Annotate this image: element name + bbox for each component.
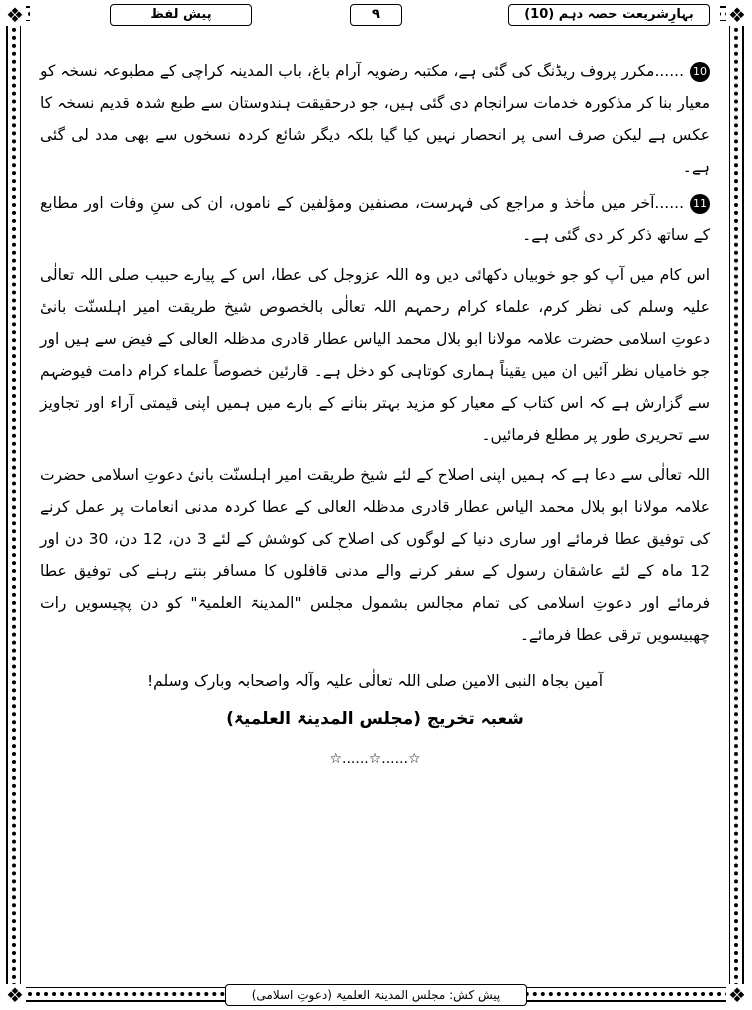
closing-dua: آمین بجاہ النبی الامین صلی اللہ تعالٰی علیہ وآلہ واصحابہ وبارک وسلم!: [146, 672, 604, 690]
body-paragraph: اس کام میں آپ کو جو خوبیاں دکھائی دیں وہ اللہ عزوجل کی عطا، اس کے پیارے حبیب صلی اللہ تعالٰی علیہ وسلم کی نظر کرم، علماء کرام رحمہم اللہ تعالٰی بالخصوص شیخ طریقت امیر اہلسنّت بانیٔ دعوتِ اسلامی حضرت علامہ مولانا ابو بلال محمد الیاس عطار قادری مدظلہ العالی کے فیض سے ہیں اور جو خامیاں نظر آئیں ان میں یقیناً ہماری کوتاہی کو دخل ہے۔ قارئین خصوصاً علماء کرام دامت فیوضہم سے گزارش ہے کہ اس کتاب کے معیار کو مزید بہتر بنانے کے بارے میں ہمیں اپنی قیمتی آراء اور تجاویز سے تحریری طور پر مطلع فرمائیں۔: [40, 266, 710, 444]
page-footer: پیش کش: مجلس المدینۃ العلمیۃ (دعوتِ اسلامی): [225, 984, 527, 1006]
signature: شعبہ تخریج (مجلس المدینۃ العلمیۃ): [226, 709, 524, 729]
numbered-item: [40, 187, 710, 251]
item-number: 11: [690, 194, 710, 214]
page-header: [30, 2, 720, 28]
page-number: ۹: [350, 4, 402, 26]
item-text: ......مکرر پروف ریڈنگ کی گئی ہے، مکتبہ رضویہ آرام باغ، باب المدینہ کراچی کے مطبوعہ نسخہ کو معیار بنا کر مذکورہ خدمات سرانجام دی گئی ہیں، جو درحقیقت ہندوستان سے طبع شدہ قدیم نسخہ کا عکس ہے لیکن صرف اسی پر انحصار نہیں کیا گیا بلکہ دیگر شائع کردہ نسخوں سے بھی مدد لی گئی ہے۔: [40, 62, 710, 176]
corner-ornament-icon: ❖: [726, 984, 748, 1006]
book-title: بہارِشریعت حصہ دہم (10): [508, 4, 710, 26]
numbered-item: [40, 55, 710, 183]
section-title: پیش لفظ: [110, 4, 252, 26]
corner-ornament-icon: ❖: [726, 4, 748, 26]
corner-ornament-icon: ❖: [4, 984, 26, 1006]
star-divider: ☆......☆......☆: [329, 751, 421, 767]
item-number: 10: [690, 62, 710, 82]
body-paragraph: اللہ تعالٰی سے دعا ہے کہ ہمیں اپنی اصلاح کے لئے شیخ طریقت امیر اہلسنّت بانیٔ دعوتِ اسلامی حضرت علامہ مولانا ابو بلال محمد الیاس عطار قادری مدظلہ العالی کے عطا کردہ مدنی انعامات پر عمل کرنے کی توفیق عطا فرمائے اور ساری دنیا کے لوگوں کی اصلاح کی کوشش کے لئے 3 دن، 12 دن، 30 دن اور 12 ماہ کے لئے عاشقان رسول کے سفر کرنے والے مدنی قافلوں کا مسافر بنتے رہنے کی توفیق عطا فرمائے اور دعوتِ اسلامی کی تمام مجالس بشمول مجلس "المدینۃ العلمیۃ" کو دن پچیسویں رات چھبیسویں ترقی عطا فرمائے۔: [40, 466, 710, 644]
item-text: ......آخر میں ماٰخذ و مراجع کی فہرست، مصنفین ومؤلفین کے ناموں، ان کی سنِ وفات اور مطابع کے ساتھ ذکر کر دی گئی ہے۔: [40, 194, 710, 244]
corner-ornament-icon: ❖: [4, 4, 26, 26]
page-content: [40, 55, 710, 775]
